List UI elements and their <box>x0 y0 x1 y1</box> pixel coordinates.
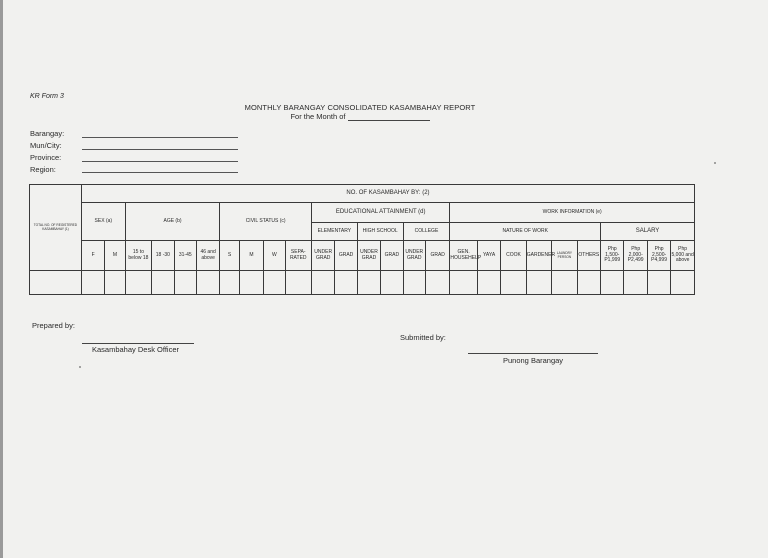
total-entry-cell[interactable] <box>30 271 82 295</box>
total-registered-header: TOTAL NO. OF REGISTERED KASAMBAHAY (1) <box>30 185 82 271</box>
civil-status-col: SEPA-RATED <box>285 241 311 271</box>
education-col: UNDER GRAD <box>311 241 334 271</box>
entry-cell[interactable] <box>264 271 285 295</box>
prepared-by-signature-line[interactable] <box>82 343 194 344</box>
table-row <box>30 271 695 295</box>
age-col: 15 to below 18 <box>125 241 151 271</box>
entry-cell[interactable] <box>425 271 449 295</box>
civil-status-col: W <box>264 241 285 271</box>
entry-cell[interactable] <box>552 271 577 295</box>
desk-officer-label: Kasambahay Desk Officer <box>92 345 179 354</box>
education-col: GRAD <box>335 241 357 271</box>
mun-city-label: Mun/City: <box>30 141 62 150</box>
month-label: For the Month of <box>290 112 346 121</box>
entry-cell[interactable] <box>526 271 551 295</box>
salary-header: SALARY <box>601 223 695 241</box>
civil-status-col: S <box>220 241 239 271</box>
entry-cell[interactable] <box>105 271 125 295</box>
entry-cell[interactable] <box>403 271 425 295</box>
nature-col: LAUNDRY PERSON <box>552 241 577 271</box>
scan-edge <box>0 0 3 558</box>
entry-cell[interactable] <box>450 271 477 295</box>
scan-speck <box>79 366 81 368</box>
entry-cell[interactable] <box>647 271 670 295</box>
region-label: Region: <box>30 165 56 174</box>
entry-cell[interactable] <box>671 271 695 295</box>
no-of-kasambahay-header: NO. OF KASAMBAHAY BY: (2) <box>81 185 694 203</box>
elementary-header: ELEMENTARY <box>311 223 357 241</box>
nature-col: GEN. HOUSEHELP <box>450 241 477 271</box>
report-subtitle <box>200 112 520 121</box>
sex-col: M <box>105 241 125 271</box>
age-header: AGE (b) <box>125 203 220 241</box>
entry-cell[interactable] <box>152 271 174 295</box>
nature-of-work-header: NATURE OF WORK <box>450 223 601 241</box>
entry-cell[interactable] <box>381 271 403 295</box>
entry-cell[interactable] <box>239 271 263 295</box>
salary-col: Php 1,500- P1,999 <box>601 241 624 271</box>
entry-cell[interactable] <box>81 271 104 295</box>
education-header: EDUCATIONAL ATTAINMENT (d) <box>311 203 449 223</box>
salary-col: Php 2,000- P2,499 <box>624 241 647 271</box>
barangay-label: Barangay: <box>30 129 65 138</box>
submitted-by-signature-line[interactable] <box>468 353 598 354</box>
report-title: MONTHLY BARANGAY CONSOLIDATED KASAMBAHAY REPORT <box>244 103 476 112</box>
mun-city-line[interactable] <box>82 149 238 150</box>
kasambahay-table <box>29 184 695 295</box>
age-col: 18 -30 <box>152 241 174 271</box>
sex-header: SEX (a) <box>81 203 125 241</box>
high-school-header: HIGH SCHOOL <box>357 223 403 241</box>
form-id: KR Form 3 <box>30 93 64 100</box>
entry-cell[interactable] <box>220 271 239 295</box>
entry-cell[interactable] <box>335 271 357 295</box>
prepared-by-label: Prepared by: <box>32 321 75 330</box>
region-line[interactable] <box>82 172 238 173</box>
province-label: Province: <box>30 153 62 162</box>
punong-barangay-label: Punong Barangay <box>503 356 564 365</box>
education-col: UNDER GRAD <box>357 241 380 271</box>
civil-status-header: CIVIL STATUS (c) <box>220 203 312 241</box>
education-col: GRAD <box>425 241 449 271</box>
education-col: GRAD <box>381 241 403 271</box>
entry-cell[interactable] <box>174 271 196 295</box>
nature-col: COOK <box>501 241 526 271</box>
entry-cell[interactable] <box>285 271 311 295</box>
entry-cell[interactable] <box>624 271 647 295</box>
entry-cell[interactable] <box>311 271 334 295</box>
age-col: 31-45 <box>174 241 196 271</box>
entry-cell[interactable] <box>577 271 600 295</box>
scan-speck <box>714 162 716 164</box>
nature-col: YAYA <box>477 241 500 271</box>
sex-col: F <box>81 241 104 271</box>
entry-cell[interactable] <box>125 271 151 295</box>
education-col: UNDER GRAD <box>403 241 425 271</box>
entry-cell[interactable] <box>601 271 624 295</box>
entry-cell[interactable] <box>477 271 500 295</box>
civil-status-col: M <box>239 241 263 271</box>
age-col: 46 and above <box>196 241 219 271</box>
entry-cell[interactable] <box>357 271 380 295</box>
work-info-header: WORK INFORMATION (e) <box>450 203 695 223</box>
nature-col: GARDENER <box>526 241 551 271</box>
month-blank-line[interactable] <box>348 113 430 121</box>
salary-col: Php 5,000 and above <box>671 241 695 271</box>
nature-col: OTHERS <box>577 241 600 271</box>
submitted-by-label: Submitted by: <box>400 333 446 342</box>
province-line[interactable] <box>82 161 238 162</box>
barangay-line[interactable] <box>82 137 238 138</box>
entry-cell[interactable] <box>501 271 526 295</box>
college-header: COLLEGE <box>403 223 450 241</box>
salary-col: Php 2,500- P4,999 <box>647 241 670 271</box>
entry-cell[interactable] <box>196 271 219 295</box>
